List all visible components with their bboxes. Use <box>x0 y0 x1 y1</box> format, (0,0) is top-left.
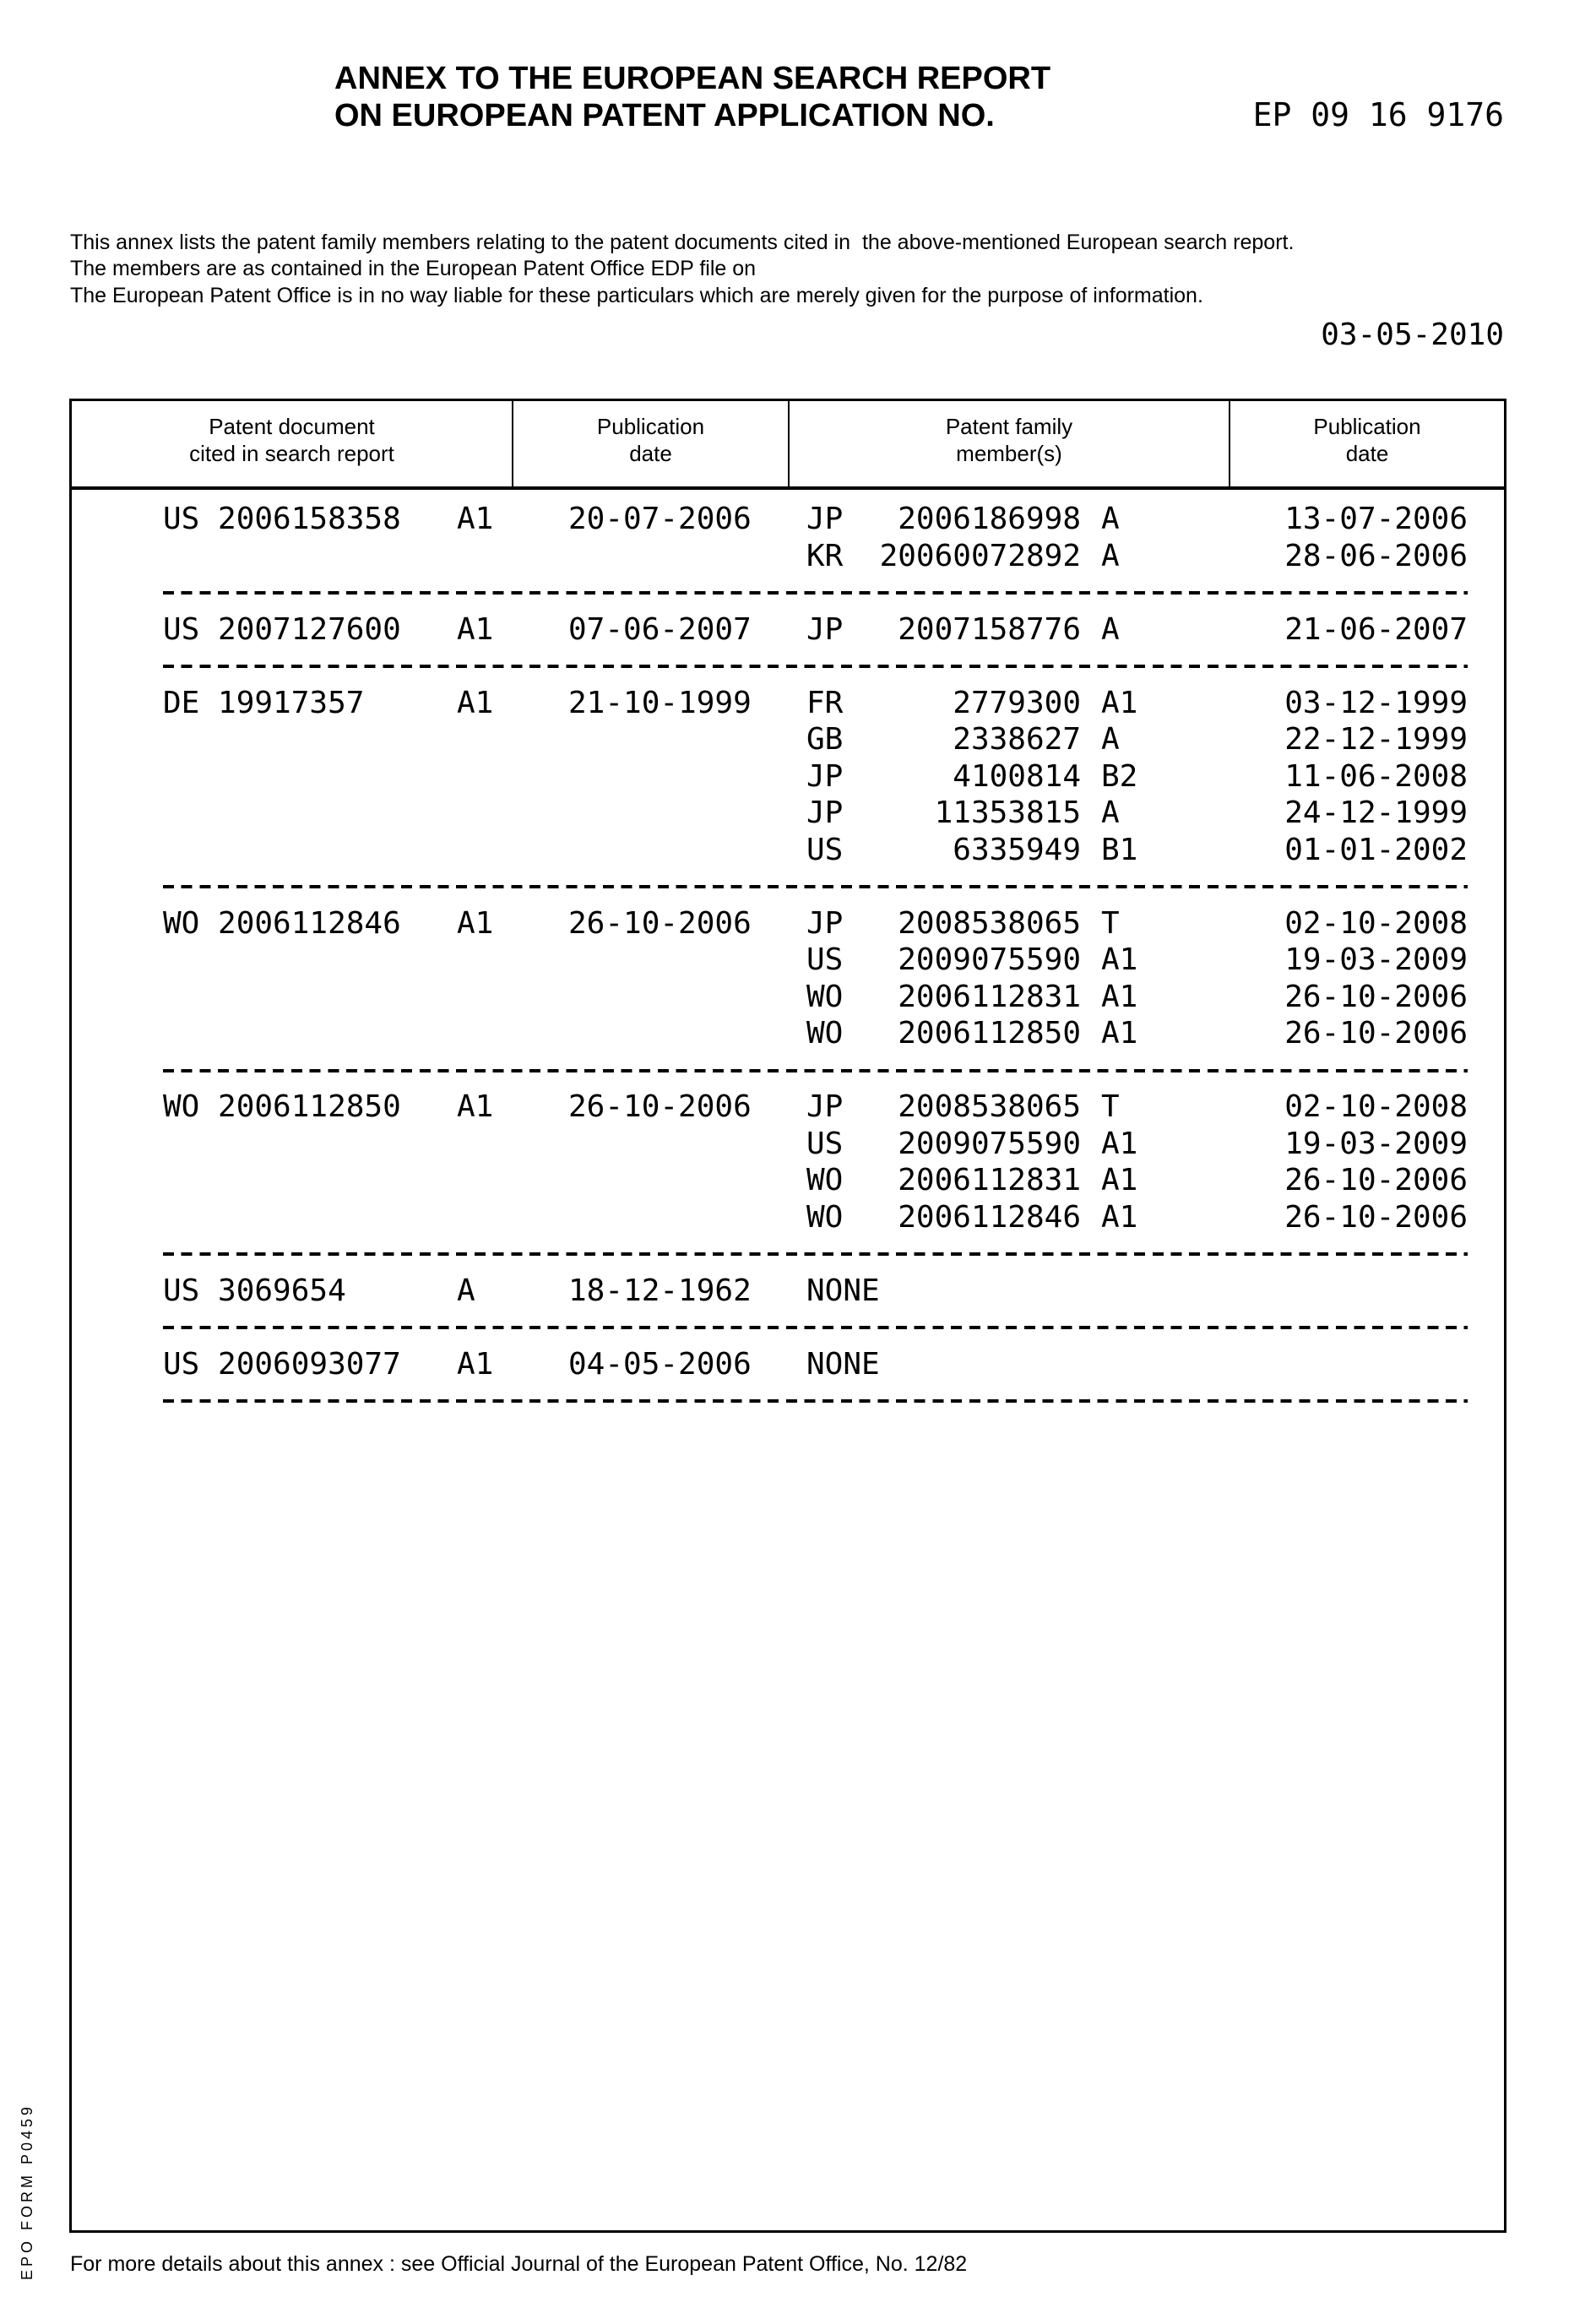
family-country-code: WO <box>806 1162 843 1199</box>
family-number: 2006112846 <box>898 1199 1081 1236</box>
family-publication-date: 26-10-2006 <box>1284 1199 1468 1236</box>
cited-publication-date: 21-10-1999 <box>568 685 752 722</box>
family-number: 2008538065 <box>898 1089 1081 1126</box>
family-publication-date: 28-06-2006 <box>1284 538 1468 575</box>
family-country-code: US <box>806 1126 843 1163</box>
family-number: 2007158776 <box>898 611 1081 649</box>
cited-patent-document: US 2006093077 <box>163 1346 401 1383</box>
cited-patent-document: US 3069654 <box>163 1273 346 1310</box>
family-kind-code: A1 <box>1101 1126 1137 1163</box>
family-country-code: JP <box>806 758 843 795</box>
header-divider <box>72 486 1504 490</box>
entry-separator <box>163 885 1468 888</box>
family-number: 2006112850 <box>898 1015 1081 1052</box>
column-header-publication-date <box>513 413 788 467</box>
report-title-line2: ON EUROPEAN PATENT APPLICATION NO. <box>334 97 995 134</box>
cited-patent-document: US 2007127600 <box>163 611 401 649</box>
family-kind-code: A <box>1101 501 1120 538</box>
family-country-code: JP <box>806 501 843 538</box>
family-country-code: WO <box>806 1015 843 1052</box>
family-publication-date: 01-01-2002 <box>1284 832 1468 869</box>
header-line: Publication <box>513 413 788 440</box>
family-country-code: JP <box>806 795 843 832</box>
family-country-code: JP <box>806 905 843 942</box>
family-publication-date: 26-10-2006 <box>1284 979 1468 1016</box>
cited-kind-code: A1 <box>457 1346 493 1383</box>
form-identifier: EPO FORM P0459 <box>19 2104 36 2280</box>
family-number: 20060072892 <box>880 538 1081 575</box>
report-date: 03-05-2010 <box>1321 317 1504 354</box>
family-number: 2779300 <box>953 685 1081 722</box>
cited-publication-date: 04-05-2006 <box>568 1346 752 1383</box>
family-kind-code: A <box>1101 611 1120 649</box>
family-kind-code: A1 <box>1101 1199 1137 1236</box>
footer-note: For more details about this annex : see Official Journal of the European Patent Office, No. 12/82 <box>70 2251 967 2278</box>
family-publication-date: 13-07-2006 <box>1284 501 1468 538</box>
family-publication-date: 02-10-2008 <box>1284 905 1468 942</box>
header-line: cited in search report <box>72 440 512 467</box>
family-number: 2008538065 <box>898 905 1081 942</box>
cited-patent-document: WO 2006112846 <box>163 905 401 942</box>
family-number: 4100814 <box>953 758 1081 795</box>
patent-family-table <box>69 399 1506 2233</box>
family-number: 6335949 <box>953 832 1081 869</box>
family-country-code: JP <box>806 1089 843 1126</box>
cited-publication-date: 07-06-2007 <box>568 611 752 649</box>
family-number: 11353815 <box>935 795 1081 832</box>
family-country-code: GB <box>806 721 843 758</box>
family-country-code: JP <box>806 611 843 649</box>
intro-line2: The members are as contained in the European Patent Office EDP file on <box>70 255 756 282</box>
family-number: 2006112831 <box>898 979 1081 1016</box>
family-publication-date: 02-10-2008 <box>1284 1089 1468 1126</box>
column-header-patent-document <box>72 413 512 467</box>
report-title-line1: ANNEX TO THE EUROPEAN SEARCH REPORT <box>334 60 1050 97</box>
family-kind-code: A1 <box>1101 942 1137 979</box>
column-header-family-members <box>790 413 1229 467</box>
family-country-code: WO <box>806 1199 843 1236</box>
header-line: date <box>513 440 788 467</box>
family-kind-code: A1 <box>1101 1162 1137 1199</box>
family-country-code: US <box>806 942 843 979</box>
entry-separator <box>163 1399 1468 1403</box>
family-kind-code: A1 <box>1101 1015 1137 1052</box>
family-publication-date: 21-06-2007 <box>1284 611 1468 649</box>
entry-separator <box>163 1252 1468 1256</box>
cited-publication-date: 26-10-2006 <box>568 905 752 942</box>
family-publication-date: 11-06-2008 <box>1284 758 1468 795</box>
family-kind-code: T <box>1101 1089 1120 1126</box>
family-publication-date: 19-03-2009 <box>1284 942 1468 979</box>
family-number: 2006186998 <box>898 501 1081 538</box>
entry-separator <box>163 665 1468 668</box>
cited-kind-code: A <box>457 1273 475 1310</box>
family-publication-date: 26-10-2006 <box>1284 1015 1468 1052</box>
family-publication-date: 03-12-1999 <box>1284 685 1468 722</box>
entry-separator <box>163 1069 1468 1072</box>
family-country-code: US <box>806 832 843 869</box>
family-publication-date: 22-12-1999 <box>1284 721 1468 758</box>
family-kind-code: A <box>1101 795 1120 832</box>
header-line: Publication <box>1230 413 1504 440</box>
family-kind-code: A <box>1101 721 1120 758</box>
header-line: date <box>1230 440 1504 467</box>
entry-separator <box>163 1326 1468 1329</box>
cited-kind-code: A1 <box>457 611 493 649</box>
family-country-code: WO <box>806 979 843 1016</box>
cited-publication-date: 18-12-1962 <box>568 1273 752 1310</box>
family-number: 2009075590 <box>898 942 1081 979</box>
intro-line1: This annex lists the patent family members relating to the patent documents cited in the above-mentioned European search report. <box>70 229 1294 256</box>
family-number: 2009075590 <box>898 1126 1081 1163</box>
cited-patent-document: US 2006158358 <box>163 501 401 538</box>
header-line: Patent family <box>790 413 1229 440</box>
cited-publication-date: 26-10-2006 <box>568 1089 752 1126</box>
header-line: member(s) <box>790 440 1229 467</box>
cited-kind-code: A1 <box>457 685 493 722</box>
cited-patent-document: DE 19917357 <box>163 685 364 722</box>
cited-patent-document: WO 2006112850 <box>163 1089 401 1126</box>
family-publication-date: 19-03-2009 <box>1284 1126 1468 1163</box>
family-kind-code: B1 <box>1101 832 1137 869</box>
family-number: 2338627 <box>953 721 1081 758</box>
family-country-code: KR <box>806 538 843 575</box>
family-kind-code: A1 <box>1101 979 1137 1016</box>
family-kind-code: A1 <box>1101 685 1137 722</box>
intro-line3: The European Patent Office is in no way liable for these particulars which are merely given for the purpose of information. <box>70 282 1203 309</box>
cited-publication-date: 20-07-2006 <box>568 501 752 538</box>
family-publication-date: 24-12-1999 <box>1284 795 1468 832</box>
header-line: Patent document <box>72 413 512 440</box>
family-country-code: FR <box>806 685 843 722</box>
cited-kind-code: A1 <box>457 1089 493 1126</box>
entry-separator <box>163 591 1468 595</box>
cited-kind-code: A1 <box>457 501 493 538</box>
no-family-members: NONE <box>806 1273 880 1310</box>
family-publication-date: 26-10-2006 <box>1284 1162 1468 1199</box>
family-kind-code: T <box>1101 905 1120 942</box>
column-header-family-publication-date <box>1230 413 1504 467</box>
cited-kind-code: A1 <box>457 905 493 942</box>
family-number: 2006112831 <box>898 1162 1081 1199</box>
application-number: EP 09 16 9176 <box>1253 95 1504 134</box>
family-kind-code: A <box>1101 538 1120 575</box>
family-kind-code: B2 <box>1101 758 1137 795</box>
no-family-members: NONE <box>806 1346 880 1383</box>
